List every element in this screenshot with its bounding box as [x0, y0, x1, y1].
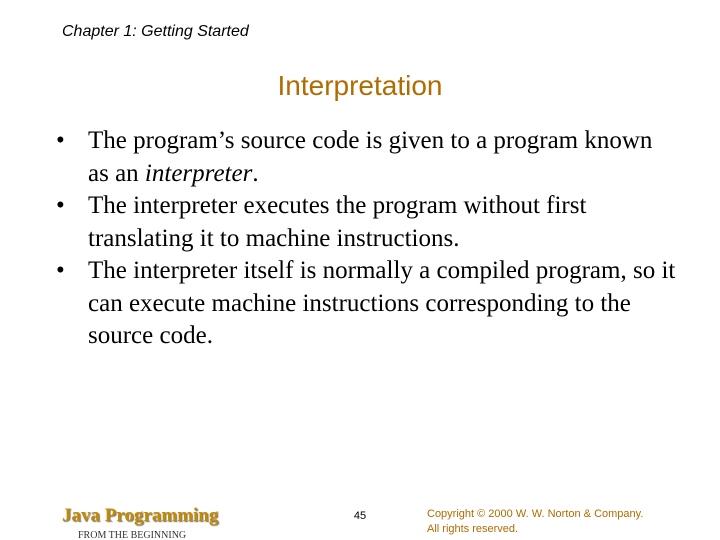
- copyright-notice: [427, 507, 643, 537]
- bullet-text-end: .: [252, 159, 259, 187]
- bullet-emphasis: interpreter: [144, 159, 253, 187]
- bullet-text: The interpreter executes the program without first translating it to machine instructions.: [88, 192, 587, 252]
- bullet-marker: •: [56, 127, 65, 154]
- bullet-item: [56, 125, 676, 190]
- slide-title: Interpretation: [277, 70, 443, 101]
- copyright-line-1: Copyright © 2000 W. W. Norton & Company.: [427, 508, 644, 520]
- chapter-header: Chapter 1: Getting Started: [62, 23, 249, 40]
- bullet-text: The program’s source code is given to a program known as an: [88, 127, 653, 187]
- footer-subtitle: FROM THE BEGINNING: [78, 530, 187, 540]
- copyright-line-2: All rights reserved.: [427, 523, 519, 535]
- footer-brand: Java Programming: [62, 505, 219, 526]
- bullet-item: [56, 255, 676, 353]
- bullet-text: The interpreter itself is normally a compiled program, so it can execute machine instructions corresponding to the source code.: [88, 257, 676, 349]
- bullet-marker: •: [56, 192, 65, 219]
- bullet-list: [56, 125, 676, 353]
- bullet-item: [56, 190, 676, 255]
- bullet-marker: •: [56, 257, 65, 284]
- page-number: 45: [353, 510, 367, 522]
